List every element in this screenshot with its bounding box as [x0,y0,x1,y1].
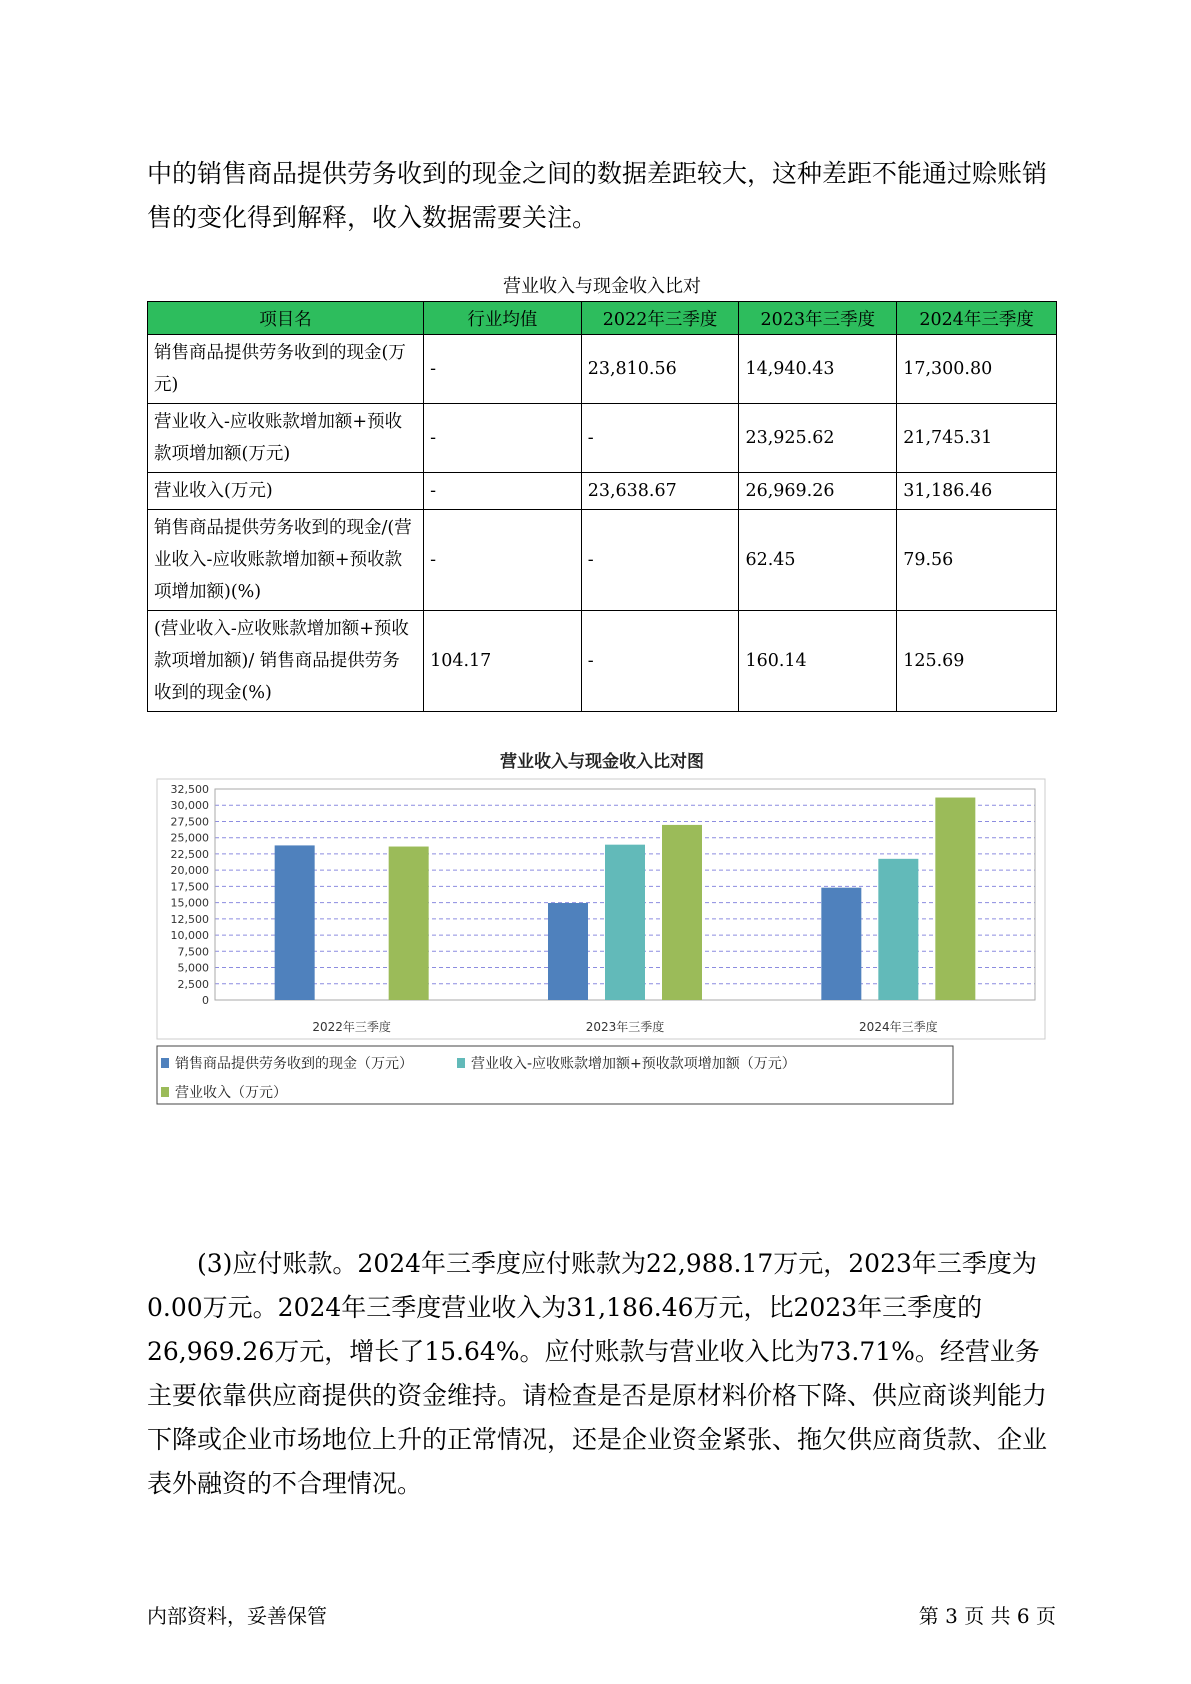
y-tick-label: 20,000 [170,864,209,878]
table-cell: 125.69 [897,611,1057,712]
table-row [148,404,1057,473]
bar [605,845,645,1000]
table-cell: 79.56 [897,510,1057,611]
bar [821,888,861,1000]
y-tick-label: 27,500 [170,815,209,829]
table-row [148,611,1057,712]
comparison-table [147,301,1057,712]
table-cell: - [424,404,582,473]
footer-left: 内部资料，妥善保管 [147,1604,327,1628]
paragraph-top: 中的销售商品提供劳务收到的现金之间的数据差距较大，这种差距不能通过赊账销售的变化得到解释，收入数据需要关注。 [147,159,1048,232]
table-cell: 17,300.80 [897,335,1057,404]
bar-chart [147,745,1057,1215]
x-tick-label: 2023年三季度 [585,1020,665,1034]
bar [878,859,918,1000]
row-label: (营业收入-应收账款增加额+预收款项增加额)/ 销售商品提供劳务收到的现金(%) [148,611,424,712]
table-header-row [148,302,1057,335]
y-tick-label: 2,500 [177,977,209,991]
row-label: 销售商品提供劳务收到的现金(万元) [148,335,424,404]
x-tick-label: 2024年三季度 [859,1020,938,1034]
legend-label: 销售商品提供劳务收到的现金（万元） [175,1056,413,1072]
header-cell: 2023年三季度 [739,302,897,335]
table-cell: 62.45 [739,510,897,611]
legend-label: 营业收入-应收账款增加额+预收款项增加额（万元） [471,1056,796,1072]
y-tick-label: 12,500 [170,912,209,926]
header-cell: 行业均值 [424,302,582,335]
y-tick-label: 17,500 [170,880,209,894]
table-cell: 31,186.46 [897,473,1057,510]
header-cell: 2022年三季度 [581,302,739,335]
y-tick-label: 7,500 [177,945,209,959]
table-cell: - [424,335,582,404]
legend-swatch [457,1058,465,1068]
y-tick-label: 25,000 [170,831,209,845]
table-cell: 14,940.43 [739,335,897,404]
table-cell: 23,925.62 [739,404,897,473]
header-cell: 2024年三季度 [897,302,1057,335]
row-label: 营业收入-应收账款增加额+预收款项增加额(万元) [148,404,424,473]
y-tick-label: 30,000 [170,799,209,813]
legend-swatch [161,1087,169,1097]
bar-chart-svg [147,745,1057,1215]
bar [548,903,588,1000]
table-cell: - [581,611,739,712]
y-tick-label: 32,500 [170,783,209,796]
table-row [148,473,1057,510]
x-tick-label: 2022年三季度 [312,1020,391,1034]
y-tick-label: 5,000 [177,961,209,975]
table-row [148,510,1057,611]
table-cell: 23,810.56 [581,335,739,404]
bar [935,798,975,1000]
row-label: 销售商品提供劳务收到的现金/(营业收入-应收账款增加额+预收款项增加额)(%) [148,510,424,611]
chart-title: 营业收入与现金收入比对图 [500,752,704,772]
table-cell: - [424,510,582,611]
header-cell: 项目名 [148,302,424,335]
bar [275,845,315,1000]
y-tick-label: 0 [202,994,209,1007]
footer-page-number: 第 3 页 共 6 页 [918,1604,1056,1628]
row-label: 营业收入(万元) [148,473,424,510]
y-tick-label: 10,000 [170,929,209,943]
table-cell: - [424,473,582,510]
table-cell: 160.14 [739,611,897,712]
table-cell: 26,969.26 [739,473,897,510]
y-tick-label: 22,500 [170,847,209,861]
bar [389,847,429,1000]
paragraph-bottom: (3)应付账款。2024年三季度应付账款为22,988.17万元，2023年三季度为0.00万元。2024年三季度营业收入为31,186.46万元，比2023年三季度的26,969.26万元，增长了15.64%。应付账款与营业收入比为73.71%。经营业务主要依靠供应商提供的资金维持。请检查是否是原材料价格下降、供应商谈判能力下降或企业市场地位上升的正常情况，还是企业资金紧张、拖欠供应商货款、企业表外融资的不合理情况。 [147,1249,1048,1498]
legend-swatch [161,1058,169,1068]
table-row [148,335,1057,404]
legend-label: 营业收入（万元） [175,1085,287,1101]
table-cell: 21,745.31 [897,404,1057,473]
table-caption: 营业收入与现金收入比对 [503,276,701,297]
bar [662,825,702,1000]
y-tick-label: 15,000 [170,896,209,910]
table-cell: 23,638.67 [581,473,739,510]
table-cell: 104.17 [424,611,582,712]
table-cell: - [581,404,739,473]
table-cell: - [581,510,739,611]
